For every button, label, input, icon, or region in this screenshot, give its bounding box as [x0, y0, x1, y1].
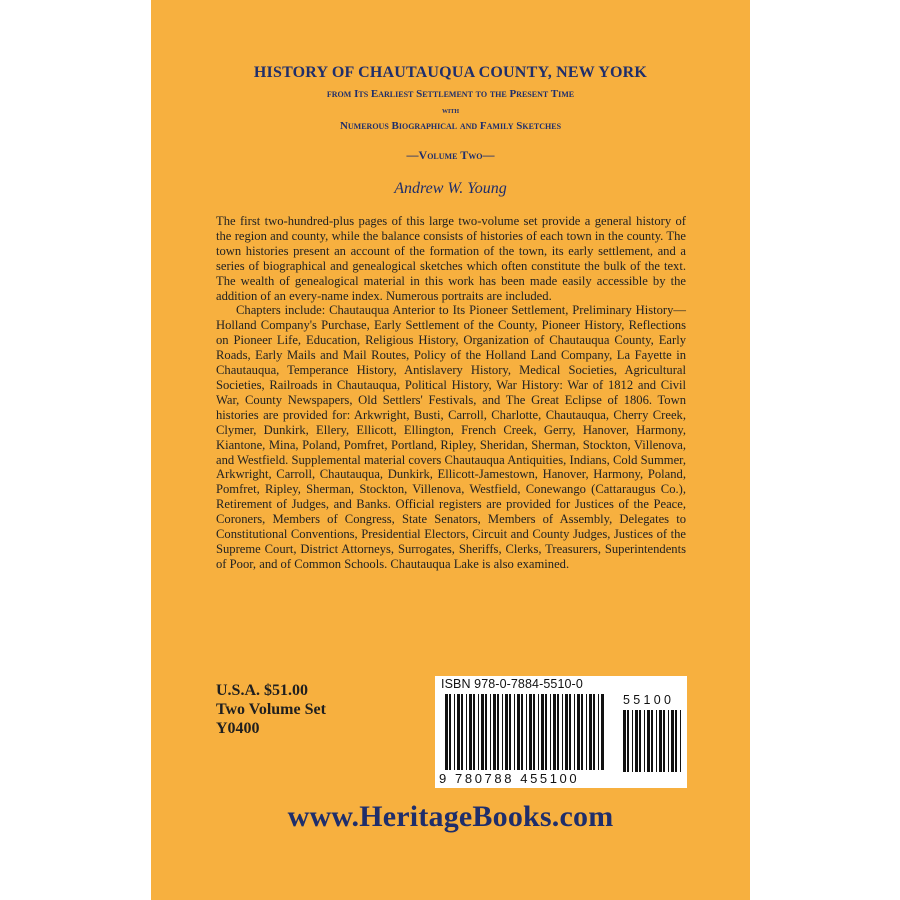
- barcode-bar: [445, 694, 448, 770]
- barcode-bar: [635, 710, 638, 772]
- barcode-bar: [526, 694, 527, 770]
- barcode-bar: [577, 694, 580, 770]
- barcode-bar: [514, 694, 515, 770]
- barcode-bar: [478, 694, 479, 770]
- barcode-bar: [565, 694, 568, 770]
- barcode-bar: [680, 710, 681, 772]
- barcode-bar: [497, 694, 499, 770]
- barcode-bar: [593, 694, 595, 770]
- barcode-bar: [529, 694, 532, 770]
- barcode-bar: [562, 694, 563, 770]
- barcode-bar: [574, 694, 575, 770]
- volume-label: —Volume Two—: [406, 148, 495, 162]
- barcode-bar: [545, 694, 547, 770]
- isbn-number: ISBN 978-0-7884-5510-0: [441, 677, 583, 691]
- price-block: [216, 681, 326, 738]
- barcode-bar: [541, 694, 544, 770]
- barcode-bar: [538, 694, 539, 770]
- publisher-website[interactable]: www.HeritageBooks.com: [287, 800, 614, 833]
- barcode-bar: [533, 694, 535, 770]
- barcode-bar: [481, 694, 484, 770]
- barcode-bar: [466, 694, 467, 770]
- ean-digits: 9 780788 455100: [439, 771, 580, 786]
- barcode-bar: [598, 694, 599, 770]
- barcode-bar: [457, 694, 460, 770]
- barcode-bar: [449, 694, 451, 770]
- barcode-bar: [521, 694, 523, 770]
- barcode-bar: [671, 710, 674, 772]
- description-paragraph-2: Chapters include: Chautauqua Anterior to Its Pioneer Settlement, Preliminary History—Holland Company's Purchase, Early Settlement of the County, Pioneer History, Reflections on Pioneer Life, Education, Religious History, Organization of Chautauqua County, Early Roads, Early Mails and Mail Routes, Policy of the Holland Land Company, La Fayette in Chautauqua, Temperance History, Antislavery History, Medical Societies, Agricultural Societies, Railroads in Chautauqua, Political History, War History: War of 1812 and Civil War, County Newspapers, Old Settlers' Festivals, and The Great Eclipse of 1806. Town histories are provided for: Arkwright, Busti, Carroll, Charlotte, Chautauqua, Cherry Creek, Clymer, Dunkirk, Ellery, Ellicott, Ellington, French Creek, Gerry, Hanover, Harmony, Kiantone, Mina, Poland, Pomfret, Portland, Ripley, Sheridan, Sherman, Stockton, Villenova, and Westfield. Supplemental material covers Chautauqua Antiquities, Indians, Cold Summer, Arkwright, Carroll, Chautauqua, Dunkirk, Ellicott-Jamestown, Hanover, Harmony, Poland, Pomfret, Ripley, Sherman, Stockton, Villenova, Westfield, Conewango (Cattaraugus Co.), Retirement of Judges, and Banks. Official registers are provided for Justices of the Peace, Coroners, Members of Congress, State Senators, Members of Assembly, Delegates to Constitutional Conventions, Presidential Electors, Circuit and County Judges, Justices of the Supreme Court, District Attorneys, Surrogates, Sheriffs, Clerks, Treasurers, Superintendents of Poor, and of Common Schools. Chautauqua Lake is also examined.: [216, 303, 686, 571]
- author-name: Andrew W. Young: [394, 180, 507, 197]
- barcode-bar: [461, 694, 463, 770]
- barcode-bar: [639, 710, 641, 772]
- barcode-bar: [663, 710, 665, 772]
- set-label: Two Volume Set: [216, 701, 326, 718]
- barcode-bar: [505, 694, 508, 770]
- barcode-bar: [601, 694, 604, 770]
- barcode-bar: [675, 710, 677, 772]
- barcode-bar: [589, 694, 592, 770]
- subtitle-line-2: with: [441, 105, 459, 115]
- barcode-bar: [473, 694, 475, 770]
- addon-digits: 55100: [623, 693, 675, 707]
- barcode-bar: [651, 710, 653, 772]
- barcode-bar: [502, 694, 503, 770]
- barcode-bar: [490, 694, 491, 770]
- description-paragraph-1: The first two-hundred-plus pages of this large two-volume set provide a general history of the region and county, while the balance consists of histories of each town in the county. The town histories present an account of the formation of the town, its early settlement, and a series of biographical and genealogical sketches which often constitute the bulk of the text. The wealth of genealogical material in this work has been made easily accessible by the addition of an every-name index. Numerous portraits are included.: [216, 214, 686, 303]
- product-code: Y0400: [216, 720, 260, 737]
- barcode-bar: [485, 694, 487, 770]
- description-text: [216, 214, 686, 572]
- barcode-bar: [569, 694, 571, 770]
- barcode-bar: [656, 710, 657, 772]
- barcode-bar: [553, 694, 556, 770]
- subtitle-line-3: Numerous Biographical and Family Sketches: [339, 120, 562, 132]
- isbn-barcode: [435, 676, 687, 788]
- barcode-bar: [493, 694, 496, 770]
- barcode-bar: [659, 710, 662, 772]
- barcode-bar: [647, 710, 650, 772]
- book-back-cover: [151, 0, 750, 900]
- barcode-bar: [644, 710, 645, 772]
- barcode-bar: [581, 694, 583, 770]
- barcode-bar: [517, 694, 520, 770]
- barcode-bar: [557, 694, 559, 770]
- barcode-bar: [509, 694, 511, 770]
- book-subtitle: [151, 86, 750, 134]
- barcode-bar: [627, 710, 629, 772]
- barcode-bar: [454, 694, 455, 770]
- barcode-bar: [550, 694, 551, 770]
- subtitle-line-1: from Its Earliest Settlement to the Present Time: [326, 88, 575, 100]
- book-title: HISTORY OF CHAUTAUQUA COUNTY, NEW YORK: [253, 64, 648, 81]
- price-label: U.S.A. $51.00: [216, 682, 309, 699]
- barcode-bar: [469, 694, 472, 770]
- barcode-bar: [623, 710, 626, 772]
- barcode-bar: [632, 710, 633, 772]
- barcode-bar: [586, 694, 587, 770]
- barcode-bar: [668, 710, 669, 772]
